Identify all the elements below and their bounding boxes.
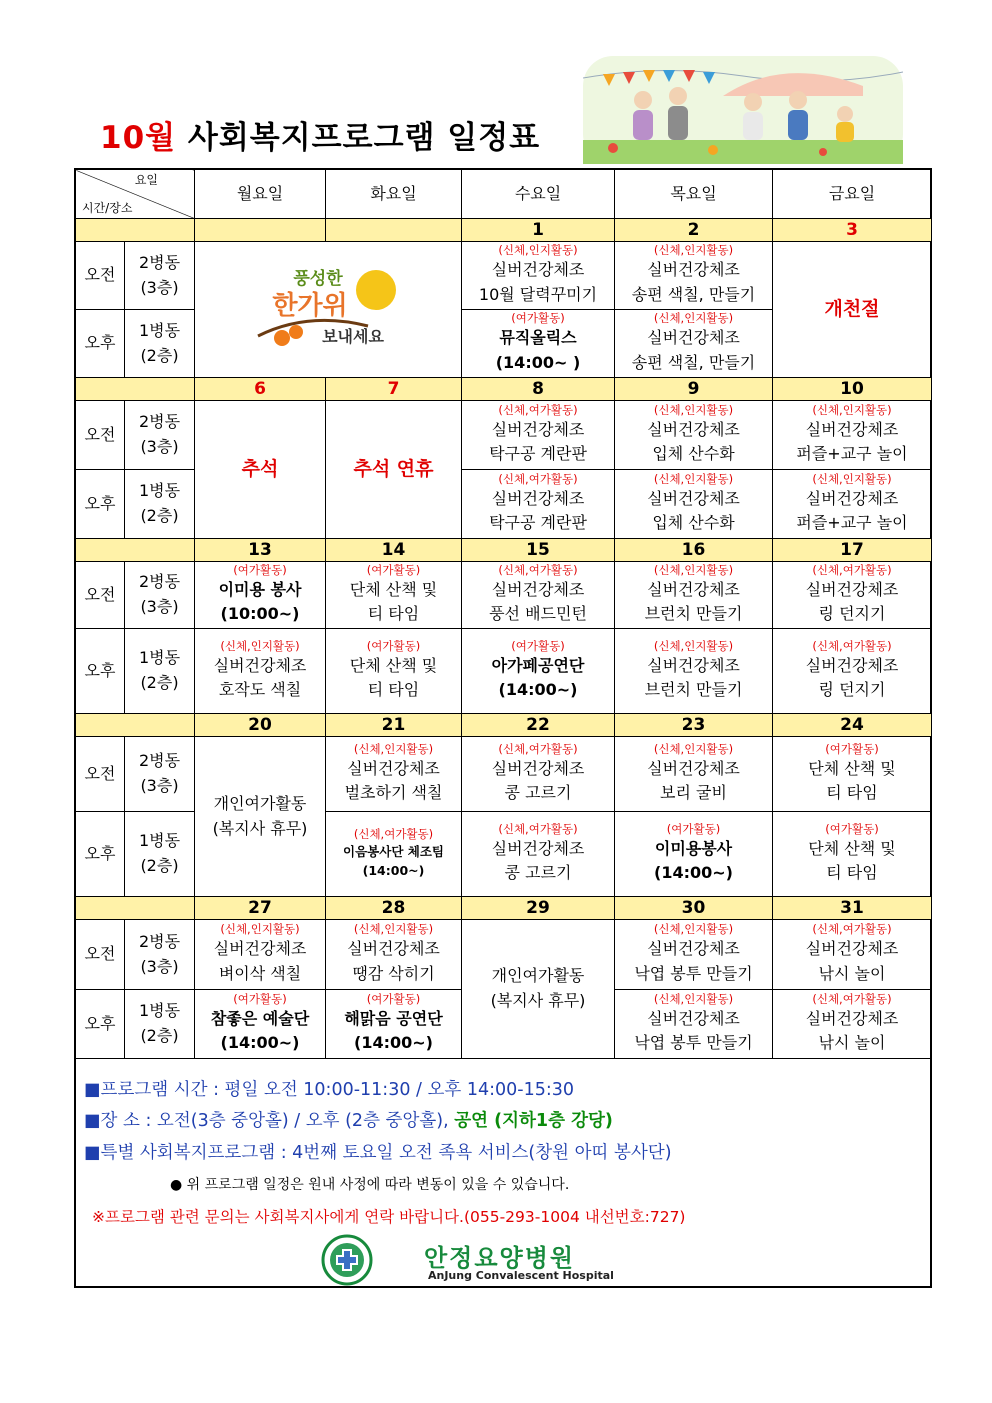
schedule-table xyxy=(75,169,932,1059)
program-cell: (여가활동) 이미용봉사 (14:00~) xyxy=(615,812,773,897)
date-cell: 29 xyxy=(462,897,615,920)
chuseok-banner-image xyxy=(248,256,408,356)
date-cell xyxy=(326,219,462,242)
program-cell: (여가활동) 해맑음 공연단 (14:00~) xyxy=(326,990,462,1059)
date-cell: 23 xyxy=(615,714,773,737)
day-header-wed: 수요일 xyxy=(462,170,615,219)
hospital-name-english: AnJung Convalescent Hospital xyxy=(428,1269,614,1282)
program-cell: (신체,인지활동) 실버건강체조 입체 산수화 xyxy=(615,470,773,539)
program-cell: (신체,여가활동) 실버건강체조 콩 고르기 xyxy=(462,812,615,897)
date-cell-holiday: 7 xyxy=(326,378,462,401)
title-rest: 사회복지프로그램 일정표 xyxy=(187,120,541,156)
free-activity-cell: 개인여가활동 (복지사 휴무) xyxy=(462,920,615,1059)
program-cell: (여가활동) 뮤직올릭스 (14:00~ ) xyxy=(462,310,615,378)
pm-label: 오후 xyxy=(76,990,125,1059)
date-cell: 21 xyxy=(326,714,462,737)
ward-pm: 1병동 (2층) xyxy=(125,629,195,714)
ward-am: 2병동 (3층) xyxy=(125,401,195,470)
ward-am: 2병동 (3층) xyxy=(125,737,195,812)
date-cell xyxy=(195,219,326,242)
program-cell: (여가활동) 단체 산책 및 티 타임 xyxy=(326,562,462,629)
date-cell: 22 xyxy=(462,714,615,737)
date-cell: 17 xyxy=(773,539,932,562)
banner-line-2: 한가위 xyxy=(272,290,348,321)
date-row-spacer xyxy=(76,897,195,920)
program-cell: (신체,여가활동) 실버건강체조 탁구공 계란판 xyxy=(462,401,615,470)
contact-info: ※프로그램 관련 문의는 사회복지사에게 연락 바랍니다.(055-293-1004 내선번호:727) xyxy=(92,1208,686,1226)
page-title xyxy=(100,112,540,157)
program-cell: (신체,인지활동) 실버건강체조 입체 산수화 xyxy=(615,401,773,470)
date-cell: 16 xyxy=(615,539,773,562)
date-cell: 2 xyxy=(615,219,773,242)
free-activity-cell: 개인여가활동 (복지사 휴무) xyxy=(195,737,326,897)
date-cell: 13 xyxy=(195,539,326,562)
program-cell: (신체,인지활동) 실버건강체조 낙엽 봉투 만들기 xyxy=(615,990,773,1059)
program-cell: (신체,여가활동) 실버건강체조 링 던지기 xyxy=(773,629,932,714)
program-cell: (신체,인지활동) 실버건강체조 브런치 만들기 xyxy=(615,562,773,629)
ward-name: 2병동 xyxy=(138,252,181,272)
ward-pm: 1병동 (2층) xyxy=(125,470,195,539)
program-cell: (신체,인지활동) 실버건강체조 퍼즐+교구 놀이 xyxy=(773,401,932,470)
program-cell: (여가활동) 단체 산책 및 티 타임 xyxy=(773,812,932,897)
ward-pm: 1병동 (2층) xyxy=(125,990,195,1059)
pm-label: 오후 xyxy=(76,310,125,378)
date-cell: 24 xyxy=(773,714,932,737)
am-label: 오전 xyxy=(76,401,125,470)
ward-name: 1병동 xyxy=(138,320,181,340)
program-cell: (신체,인지활동) 실버건강체조 퍼즐+교구 놀이 xyxy=(773,470,932,539)
holiday-cell: 추석 xyxy=(195,401,326,539)
holiday-cell: 추석 연휴 xyxy=(326,401,462,539)
date-cell: 9 xyxy=(615,378,773,401)
program-cell: (신체,여가활동) 실버건강체조 콩 고르기 xyxy=(462,737,615,812)
hospital-emblem-icon xyxy=(316,1234,378,1286)
date-cell: 28 xyxy=(326,897,462,920)
footer-place-performance: 공연 (지하1층 강당) xyxy=(454,1111,613,1131)
program-cell: (여가활동) 단체 산책 및 티 타임 xyxy=(773,737,932,812)
date-cell: 10 xyxy=(773,378,932,401)
program-cell: (신체,인지활동) 실버건강체조 벌초하기 색칠 xyxy=(326,737,462,812)
program-cell: (신체,인지활동) 실버건강체조 호작도 색칠 xyxy=(195,629,326,714)
date-cell: 30 xyxy=(615,897,773,920)
hospital-name: 안정요양병원 xyxy=(424,1244,576,1272)
footer-program-time: ■프로그램 시간 : 평일 오전 10:00-11:30 / 오후 14:00-15:30 xyxy=(84,1080,575,1100)
program-cell: (신체,여가활동) 이음봉사단 체조팀 (14:00~) xyxy=(326,812,462,897)
pm-label: 오후 xyxy=(76,812,125,897)
schedule-change-note: ● 위 프로그램 일정은 원내 사정에 따라 변동이 있을 수 있습니다. xyxy=(170,1177,570,1193)
day-header-thu: 목요일 xyxy=(615,170,773,219)
chuseok-banner-cell xyxy=(195,242,462,378)
program-cell: (여가활동) 단체 산책 및 티 타임 xyxy=(326,629,462,714)
date-cell: 31 xyxy=(773,897,932,920)
program-cell: (신체,인지활동) 실버건강체조 송편 색칠, 만들기 xyxy=(615,242,773,310)
program-cell: (신체,인지활동) 실버건강체조 땡감 삭히기 xyxy=(326,920,462,990)
banner-line-3: 보내세요 xyxy=(322,326,384,346)
ward-am: 2병동 (3층) xyxy=(125,920,195,990)
date-cell: 15 xyxy=(462,539,615,562)
ward-pm xyxy=(125,310,195,378)
hospital-logo xyxy=(316,1234,656,1286)
date-cell: 20 xyxy=(195,714,326,737)
title-month: 10월 xyxy=(100,120,177,156)
program-cell: (신체,여가활동) 실버건강체조 링 던지기 xyxy=(773,562,932,629)
ward-floor: (3층) xyxy=(140,277,179,297)
date-cell: 14 xyxy=(326,539,462,562)
footer-special-program: ■특별 사회복지프로그램 : 4번째 토요일 오전 족욕 서비스(창원 아띠 봉사단) xyxy=(84,1143,672,1163)
day-header-fri: 금요일 xyxy=(773,170,932,219)
pm-label: 오후 xyxy=(76,629,125,714)
date-cell: 27 xyxy=(195,897,326,920)
footer-place xyxy=(84,1107,613,1132)
program-cell: (신체,인지활동) 실버건강체조 보리 굴비 xyxy=(615,737,773,812)
ward-am xyxy=(125,242,195,310)
date-row-spacer xyxy=(76,378,195,401)
program-cell: (신체,인지활동) 실버건강체조 송편 색칠, 만들기 xyxy=(615,310,773,378)
program-cell: (신체,인지활동) 실버건강체조 벼이삭 색칠 xyxy=(195,920,326,990)
program-cell: (신체,여가활동) 실버건강체조 풍선 배드민턴 xyxy=(462,562,615,629)
program-cell: (여가활동) 아가페공연단 (14:00~) xyxy=(462,629,615,714)
date-cell-holiday: 6 xyxy=(195,378,326,401)
program-cell: (신체,여가활동) 실버건강체조 낚시 놀이 xyxy=(773,920,932,990)
pm-label: 오후 xyxy=(76,470,125,539)
am-label: 오전 xyxy=(76,920,125,990)
ward-am: 2병동 (3층) xyxy=(125,562,195,629)
am-label: 오전 xyxy=(76,242,125,310)
holiday-cell: 개천절 xyxy=(773,242,932,378)
am-label: 오전 xyxy=(76,562,125,629)
day-header-mon: 월요일 xyxy=(195,170,326,219)
banner-line-1: 풍성한 xyxy=(293,268,343,289)
program-cell: (여가활동) 이미용 봉사 (10:00~) xyxy=(195,562,326,629)
ward-floor: (2층) xyxy=(140,345,179,365)
footer-place-text: ■장 소 : 오전(3층 중앙홀) / 오후 (2층 중앙홀), xyxy=(84,1111,449,1131)
date-cell: 1 xyxy=(462,219,615,242)
program-cell: (신체,여가활동) 실버건강체조 탁구공 계란판 xyxy=(462,470,615,539)
ward-pm: 1병동 (2층) xyxy=(125,812,195,897)
date-row-spacer xyxy=(76,714,195,737)
corner-day-label: 요일 xyxy=(134,173,158,187)
program-cell: (신체,인지활동) 실버건강체조 10월 달력꾸미기 xyxy=(462,242,615,310)
date-row-spacer xyxy=(76,539,195,562)
program-cell: (여가활동) 참좋은 예술단 (14:00~) xyxy=(195,990,326,1059)
program-cell: (신체,여가활동) 실버건강체조 낚시 놀이 xyxy=(773,990,932,1059)
day-header-tue: 화요일 xyxy=(326,170,462,219)
program-cell: (신체,인지활동) 실버건강체조 브런치 만들기 xyxy=(615,629,773,714)
date-row-spacer xyxy=(76,219,195,242)
date-cell: 8 xyxy=(462,378,615,401)
date-cell-holiday: 3 xyxy=(773,219,932,242)
elderly-family-illustration xyxy=(583,56,903,164)
corner-time-label: 시간/장소 xyxy=(82,201,133,215)
am-label: 오전 xyxy=(76,737,125,812)
program-cell: (신체,인지활동) 실버건강체조 낙엽 봉투 만들기 xyxy=(615,920,773,990)
header-corner xyxy=(76,170,195,219)
